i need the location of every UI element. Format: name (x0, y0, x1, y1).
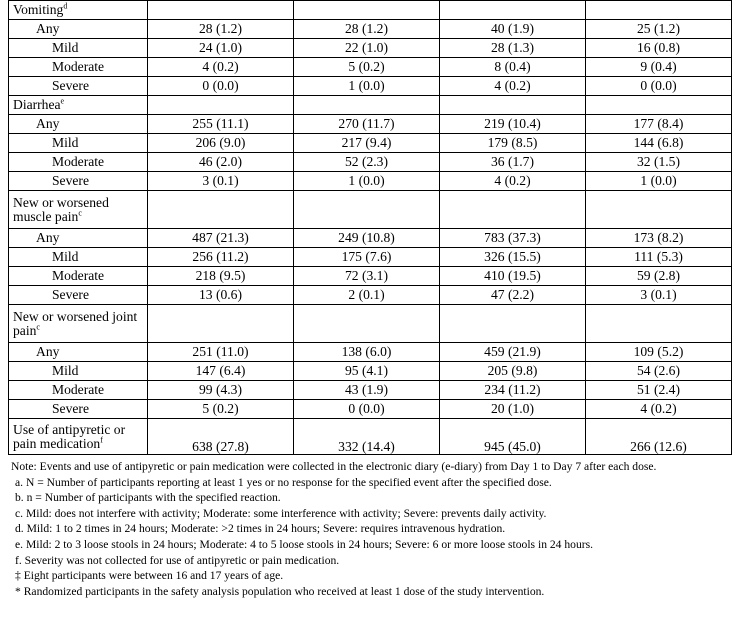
section-header-row (9, 191, 732, 229)
value-cell: 47 (2.2) (440, 286, 586, 305)
row-label: Moderate (9, 153, 148, 172)
empty-cell (586, 1, 732, 20)
row-label: Moderate (9, 267, 148, 286)
empty-cell (294, 96, 440, 115)
table-row (9, 20, 732, 39)
row-label: Any (9, 20, 148, 39)
value-cell: 3 (0.1) (586, 286, 732, 305)
table-row (9, 58, 732, 77)
table-row (9, 381, 732, 400)
value-cell: 51 (2.4) (586, 381, 732, 400)
value-cell: 459 (21.9) (440, 343, 586, 362)
table-row (9, 267, 732, 286)
row-label: Any (9, 229, 148, 248)
value-cell: 28 (1.2) (294, 20, 440, 39)
footnote-d: d. Mild: 1 to 2 times in 24 hours; Moderate: >2 times in 24 hours; Severe: requires intravenous hydration. (15, 522, 506, 536)
value-cell: 2 (0.1) (294, 286, 440, 305)
section-title-text: Vomiting (13, 2, 64, 17)
value-cell: 256 (11.2) (148, 248, 294, 267)
row-label: Moderate (9, 381, 148, 400)
value-cell: 40 (1.9) (440, 20, 586, 39)
table-row (9, 400, 732, 419)
value-cell: 52 (2.3) (294, 153, 440, 172)
value-cell: 59 (2.8) (586, 267, 732, 286)
empty-cell (294, 305, 440, 343)
value-cell: 219 (10.4) (440, 115, 586, 134)
empty-cell (440, 305, 586, 343)
value-cell: 25 (1.2) (586, 20, 732, 39)
row-label (9, 419, 148, 455)
value-cell: 5 (0.2) (294, 58, 440, 77)
row-label: Severe (9, 77, 148, 96)
value-cell: 5 (0.2) (148, 400, 294, 419)
table-row (9, 362, 732, 381)
table-note: Note: Events and use of antipyretic or pain medication were collected in the electronic diary (e-diary) from Day 1 to Day 7 after each dose. (11, 460, 657, 473)
value-cell: 4 (0.2) (586, 400, 732, 419)
value-cell: 173 (8.2) (586, 229, 732, 248)
empty-cell (586, 305, 732, 343)
value-cell: 638 (27.8) (148, 419, 294, 455)
section-header-row (9, 1, 732, 20)
footnote-marker: f (100, 434, 103, 444)
value-cell: 111 (5.3) (586, 248, 732, 267)
footnote-marker: e (60, 96, 65, 106)
table-row (9, 39, 732, 58)
empty-cell (586, 191, 732, 229)
empty-cell (294, 191, 440, 229)
value-cell: 28 (1.3) (440, 39, 586, 58)
section-title (9, 305, 148, 343)
value-cell: 205 (9.8) (440, 362, 586, 381)
value-cell: 28 (1.2) (148, 20, 294, 39)
value-cell: 410 (19.5) (440, 267, 586, 286)
row-label: Moderate (9, 58, 148, 77)
table-row (9, 134, 732, 153)
table-row (9, 153, 732, 172)
value-cell: 332 (14.4) (294, 419, 440, 455)
value-cell: 218 (9.5) (148, 267, 294, 286)
value-cell: 20 (1.0) (440, 400, 586, 419)
table-row (9, 77, 732, 96)
empty-cell (586, 96, 732, 115)
footnote-a: a. N = Number of participants reporting at least 1 yes or no response for the specified event after the specified dose. (15, 475, 552, 489)
section-title (9, 96, 148, 115)
section-title (9, 1, 148, 20)
value-cell: 4 (0.2) (148, 58, 294, 77)
row-label: Severe (9, 286, 148, 305)
value-cell: 16 (0.8) (586, 39, 732, 58)
table-row (9, 229, 732, 248)
section-title (9, 191, 148, 229)
value-cell: 144 (6.8) (586, 134, 732, 153)
value-cell: 234 (11.2) (440, 381, 586, 400)
value-cell: 0 (0.0) (148, 77, 294, 96)
value-cell: 255 (11.1) (148, 115, 294, 134)
value-cell: 0 (0.0) (586, 77, 732, 96)
row-label: Severe (9, 172, 148, 191)
footnote-c: c. Mild: does not interfere with activity; Moderate: some interference with activity; Severe: prevents daily activity. (15, 506, 547, 520)
value-cell: 783 (37.3) (440, 229, 586, 248)
value-cell: 24 (1.0) (148, 39, 294, 58)
value-cell: 8 (0.4) (440, 58, 586, 77)
row-label: Mild (9, 248, 148, 267)
section-title-text: New or worsened joint pain (13, 308, 138, 338)
section-header-row (9, 305, 732, 343)
value-cell: 175 (7.6) (294, 248, 440, 267)
section-title-text: Diarrhea (13, 97, 61, 112)
value-cell: 251 (11.0) (148, 343, 294, 362)
value-cell: 249 (10.8) (294, 229, 440, 248)
value-cell: 487 (21.3) (148, 229, 294, 248)
value-cell: 147 (6.4) (148, 362, 294, 381)
row-label: Mild (9, 362, 148, 381)
empty-cell (148, 191, 294, 229)
value-cell: 270 (11.7) (294, 115, 440, 134)
footnote-marker: c (78, 207, 82, 217)
value-cell: 54 (2.6) (586, 362, 732, 381)
table-row (9, 172, 732, 191)
value-cell: 0 (0.0) (294, 400, 440, 419)
empty-cell (440, 1, 586, 20)
row-label: Any (9, 115, 148, 134)
section-title-text: New or worsened muscle pain (13, 194, 109, 224)
value-cell: 179 (8.5) (440, 134, 586, 153)
table-notes (11, 459, 731, 599)
value-cell: 177 (8.4) (586, 115, 732, 134)
value-cell: 206 (9.0) (148, 134, 294, 153)
table-row (9, 115, 732, 134)
value-cell: 1 (0.0) (294, 77, 440, 96)
value-cell: 4 (0.2) (440, 77, 586, 96)
value-cell: 13 (0.6) (148, 286, 294, 305)
row-label: Any (9, 343, 148, 362)
value-cell: 4 (0.2) (440, 172, 586, 191)
value-cell: 945 (45.0) (440, 419, 586, 455)
empty-cell (148, 305, 294, 343)
value-cell: 99 (4.3) (148, 381, 294, 400)
table-row (9, 286, 732, 305)
footnote-double-dagger: ‡ Eight participants were between 16 and 17 years of age. (15, 569, 284, 583)
value-cell: 3 (0.1) (148, 172, 294, 191)
value-cell: 109 (5.2) (586, 343, 732, 362)
empty-cell (148, 96, 294, 115)
value-cell: 138 (6.0) (294, 343, 440, 362)
medication-row (9, 419, 732, 455)
footnote-marker: c (36, 321, 40, 331)
adverse-events-table (8, 0, 732, 455)
empty-cell (440, 96, 586, 115)
table-row (9, 343, 732, 362)
value-cell: 32 (1.5) (586, 153, 732, 172)
footnote-marker: d (63, 1, 68, 11)
footnote-b: b. n = Number of participants with the specified reaction. (15, 491, 281, 505)
value-cell: 36 (1.7) (440, 153, 586, 172)
table-row (9, 248, 732, 267)
value-cell: 326 (15.5) (440, 248, 586, 267)
value-cell: 46 (2.0) (148, 153, 294, 172)
row-label: Mild (9, 39, 148, 58)
value-cell: 217 (9.4) (294, 134, 440, 153)
medication-label-text: Use of antipyretic or pain medication (13, 421, 126, 451)
empty-cell (440, 191, 586, 229)
value-cell: 9 (0.4) (586, 58, 732, 77)
empty-cell (294, 1, 440, 20)
footnote-e: e. Mild: 2 to 3 loose stools in 24 hours; Moderate: 4 to 5 loose stools in 24 hours; Severe: 6 or more loose stools in 24 hours. (15, 537, 594, 551)
footnote-f: f. Severity was not collected for use of antipyretic or pain medication. (15, 553, 340, 567)
value-cell: 95 (4.1) (294, 362, 440, 381)
value-cell: 1 (0.0) (586, 172, 732, 191)
value-cell: 72 (3.1) (294, 267, 440, 286)
value-cell: 1 (0.0) (294, 172, 440, 191)
section-header-row (9, 96, 732, 115)
value-cell: 22 (1.0) (294, 39, 440, 58)
empty-cell (148, 1, 294, 20)
row-label: Severe (9, 400, 148, 419)
value-cell: 43 (1.9) (294, 381, 440, 400)
row-label: Mild (9, 134, 148, 153)
value-cell: 266 (12.6) (586, 419, 732, 455)
footnote-asterisk: * Randomized participants in the safety analysis population who received at least 1 dose of the study intervention. (15, 584, 545, 598)
